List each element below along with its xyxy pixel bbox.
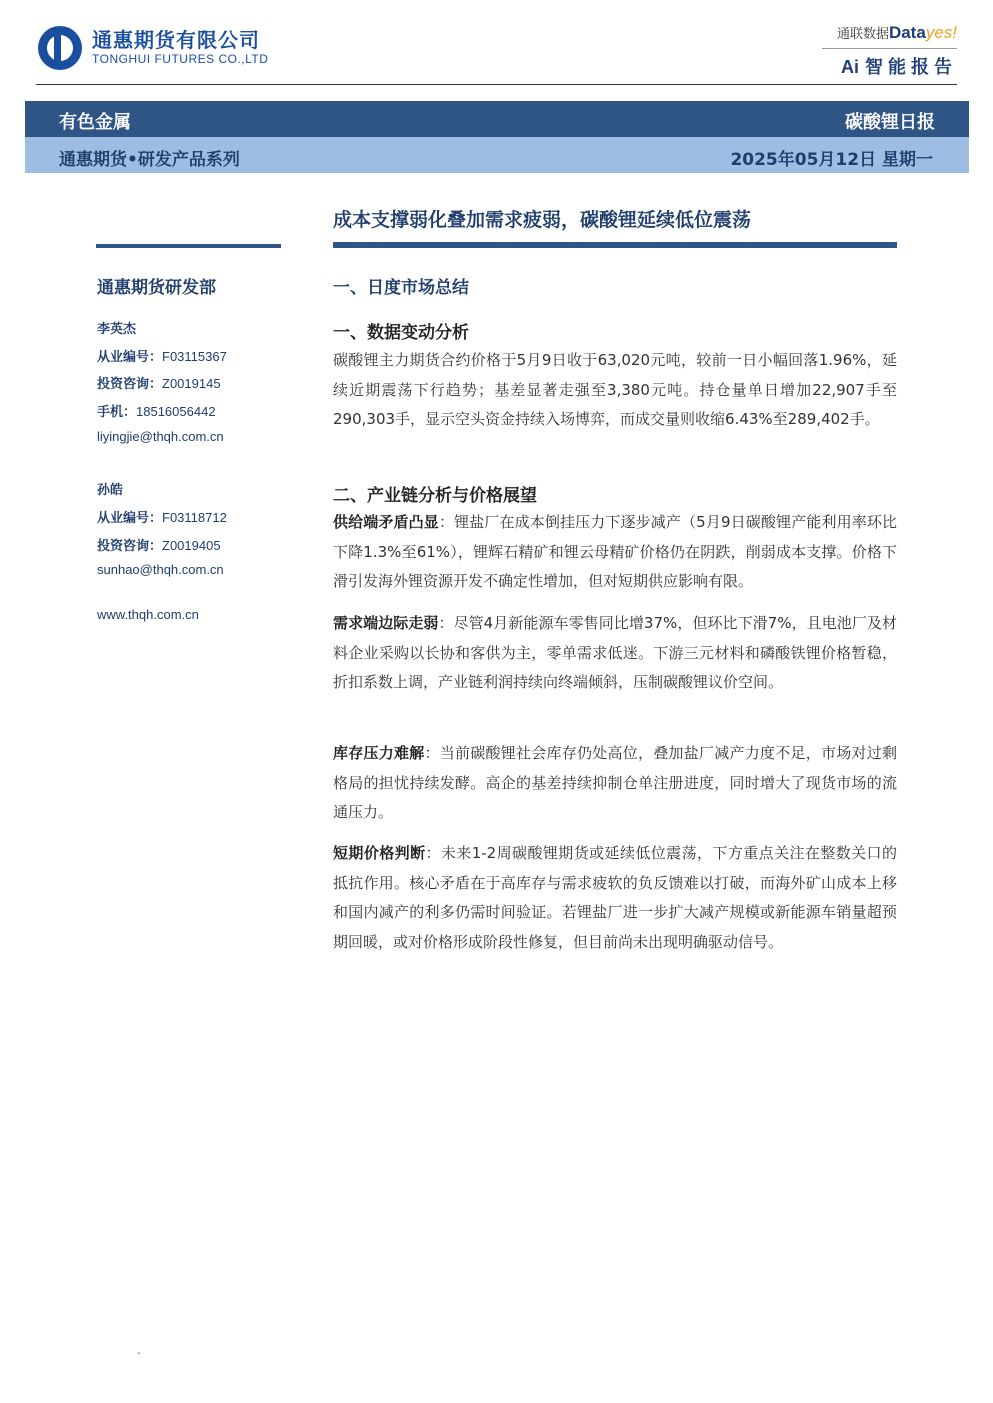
footer-mark: - — [137, 1348, 141, 1359]
ai-report-label: 智能报告 — [865, 57, 957, 78]
paragraph-data-analysis: 碳酸锂主力期货合约价格于5月9日收于63,020元吨，较前一日小幅回落1.96%，延续近期震荡下行趋势；基差显著走强至3,380元吨。持仓量单日增加22,907手至290,303手，显示空头资金持续入场博弈，而成交量则收缩6.43%至289,402手。 — [333, 351, 897, 428]
website-link[interactable]: www.thqh.com.cn — [97, 607, 199, 622]
paragraph-inventory: 库存压力难解：当前碳酸锂社会库存仍处高位，叠加盐厂减产力度不足，市场对过剩格局的担忧持续发酵。高企的基差持续抑制仓单注册进度，同时增大了现货市场的流通压力。 — [333, 744, 897, 821]
series-label: 通惠期货•研发产品系列 — [59, 150, 240, 170]
datayes-badge — [822, 22, 957, 79]
tonghui-logo-icon — [36, 24, 84, 72]
report-type-label: 碳酸锂日报 — [845, 112, 935, 133]
category-label: 有色金属 — [59, 112, 131, 133]
report-date: 2025年05月12日 星期一 — [730, 150, 933, 170]
company-name-en: TONGHUI FUTURES CO.,LTD — [92, 52, 269, 66]
datayes-prefix: 通联数据 — [836, 27, 889, 42]
analyst1-phone: 手机：18516056442 — [97, 404, 216, 420]
datayes-brand-b: yes! — [925, 23, 957, 42]
analyst1-license: 从业编号：F03115367 — [97, 349, 227, 365]
company-logo — [36, 24, 268, 72]
section-industry-outlook: 二、产业链分析与价格展望 — [333, 486, 537, 506]
analyst2-license: 从业编号：F03118712 — [97, 510, 227, 526]
paragraph-supply: 供给端矛盾凸显：锂盐厂在成本倒挂压力下逐步减产（5月9日碳酸锂产能利用率环比下降1.3%至61%），锂辉石精矿和锂云母精矿价格仍在阴跌，削弱成本支撑。价格下滑引发海外锂资源开发不确定性增加，但对短期供应影响有限。 — [333, 513, 897, 590]
analyst2-advisory: 投资咨询：Z0019405 — [97, 538, 221, 554]
analyst1-email[interactable]: liyingjie@thqh.com.cn — [97, 429, 224, 444]
department-name: 通惠期货研发部 — [97, 278, 216, 298]
analyst1-advisory: 投资咨询：Z0019145 — [97, 376, 221, 392]
section-data-analysis: 一、数据变动分析 — [333, 323, 469, 343]
series-banner — [25, 137, 969, 173]
analyst2-name: 孙皓 — [97, 483, 124, 498]
title-divider — [333, 242, 897, 248]
paragraph-demand: 需求端边际走弱：尽管4月新能源车零售同比增37%，但环比下滑7%，且电池厂及材料企业采购以长协和客供为主，零单需求低迷。下游三元材料和磷酸铁锂价格暂稳，折扣系数上调，产业链利润持续向终端倾斜，压制碳酸锂议价空间。 — [333, 614, 897, 691]
report-title: 成本支撑弱化叠加需求疲弱，碳酸锂延续低位震荡 — [333, 209, 752, 231]
datayes-divider — [822, 48, 957, 49]
sidebar-divider — [96, 244, 281, 248]
analyst2-email[interactable]: sunhao@thqh.com.cn — [97, 562, 224, 577]
category-banner — [25, 101, 969, 137]
datayes-brand-a: Data — [888, 23, 926, 42]
header-divider — [36, 84, 957, 85]
ai-mark: Ai — [841, 57, 859, 77]
company-name-cn: 通惠期货有限公司 — [92, 28, 260, 52]
analyst1-name: 李英杰 — [97, 322, 137, 337]
section-daily-summary: 一、日度市场总结 — [333, 278, 469, 298]
paragraph-price-outlook: 短期价格判断：未来1-2周碳酸锂期货或延续低位震荡，下方重点关注在整数关口的抵抗作用。核心矛盾在于高库存与需求疲软的负反馈难以打破，而海外矿山成本上移和国内减产的利多仍需时间验证。若锂盐厂进一步扩大减产规模或新能源车销量超预期回暖，或对价格形成阶段性修复，但目前尚未出现明确驱动信号。 — [333, 844, 897, 951]
